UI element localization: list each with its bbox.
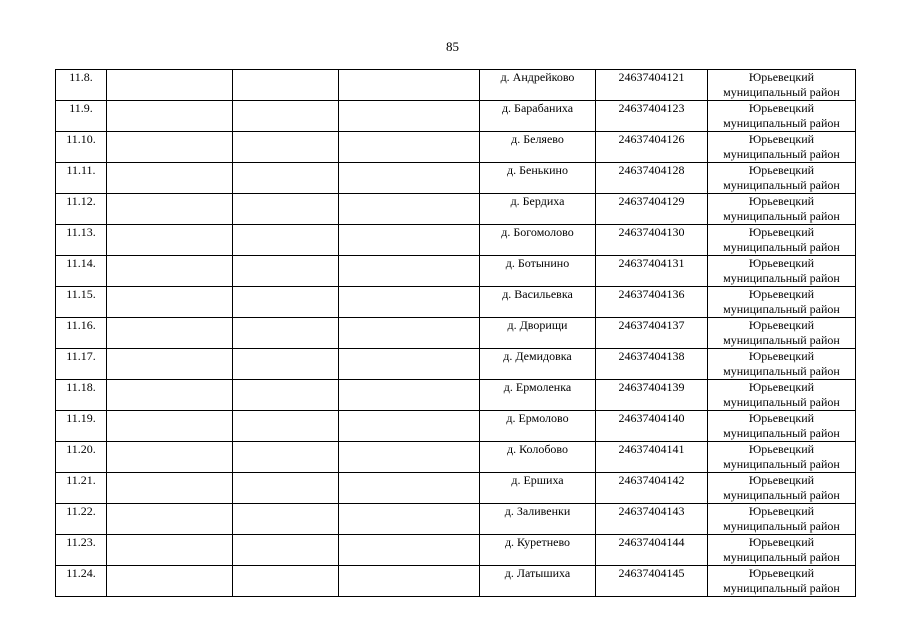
district-name: Юрьевецкий bbox=[748, 349, 815, 363]
district-cell bbox=[708, 287, 856, 318]
table-row bbox=[56, 380, 856, 411]
empty-cell bbox=[107, 566, 233, 597]
empty-cell bbox=[107, 256, 233, 287]
row-number: 11.15. bbox=[56, 287, 107, 318]
row-number: 11.12. bbox=[56, 194, 107, 225]
settlement-name: д. Куретнево bbox=[480, 535, 596, 566]
row-number: 11.17. bbox=[56, 349, 107, 380]
empty-cell bbox=[107, 411, 233, 442]
oktmo-code: 24637404142 bbox=[596, 473, 708, 504]
district-name: Юрьевецкий bbox=[748, 442, 815, 456]
district-name: Юрьевецкий bbox=[748, 194, 815, 208]
empty-cell bbox=[107, 225, 233, 256]
table-row bbox=[56, 473, 856, 504]
district-name: Юрьевецкий bbox=[748, 504, 815, 518]
settlement-name: д. Латышиха bbox=[480, 566, 596, 597]
district-name: Юрьевецкий bbox=[748, 287, 815, 301]
empty-cell bbox=[233, 504, 339, 535]
empty-cell bbox=[233, 535, 339, 566]
district-type: муниципальный район bbox=[723, 457, 840, 471]
district-name: Юрьевецкий bbox=[748, 163, 815, 177]
oktmo-code: 24637404138 bbox=[596, 349, 708, 380]
table-row bbox=[56, 163, 856, 194]
table-body bbox=[56, 70, 856, 597]
oktmo-code: 24637404141 bbox=[596, 442, 708, 473]
district-name: Юрьевецкий bbox=[748, 566, 815, 580]
empty-cell bbox=[107, 194, 233, 225]
district-name: Юрьевецкий bbox=[748, 101, 815, 115]
row-number: 11.23. bbox=[56, 535, 107, 566]
district-name: Юрьевецкий bbox=[748, 70, 815, 84]
empty-cell bbox=[339, 504, 480, 535]
district-name: Юрьевецкий bbox=[748, 318, 815, 332]
district-cell bbox=[708, 225, 856, 256]
district-cell bbox=[708, 256, 856, 287]
settlement-name: д. Дворищи bbox=[480, 318, 596, 349]
empty-cell bbox=[339, 349, 480, 380]
district-type: муниципальный район bbox=[723, 519, 840, 533]
district-cell bbox=[708, 318, 856, 349]
table-row bbox=[56, 101, 856, 132]
empty-cell bbox=[233, 473, 339, 504]
district-type: муниципальный район bbox=[723, 364, 840, 378]
row-number: 11.14. bbox=[56, 256, 107, 287]
oktmo-code: 24637404140 bbox=[596, 411, 708, 442]
settlement-name: д. Ермоленка bbox=[480, 380, 596, 411]
table-row bbox=[56, 318, 856, 349]
district-type: муниципальный район bbox=[723, 395, 840, 409]
district-cell bbox=[708, 504, 856, 535]
district-cell bbox=[708, 566, 856, 597]
empty-cell bbox=[233, 380, 339, 411]
district-type: муниципальный район bbox=[723, 147, 840, 161]
district-type: муниципальный район bbox=[723, 550, 840, 564]
oktmo-code: 24637404143 bbox=[596, 504, 708, 535]
oktmo-code: 24637404131 bbox=[596, 256, 708, 287]
oktmo-code: 24637404145 bbox=[596, 566, 708, 597]
oktmo-code: 24637404130 bbox=[596, 225, 708, 256]
empty-cell bbox=[339, 163, 480, 194]
settlement-name: д. Ермолово bbox=[480, 411, 596, 442]
empty-cell bbox=[233, 349, 339, 380]
oktmo-code: 24637404144 bbox=[596, 535, 708, 566]
empty-cell bbox=[339, 535, 480, 566]
settlement-register-table bbox=[55, 69, 856, 597]
district-type: муниципальный район bbox=[723, 116, 840, 130]
district-cell bbox=[708, 349, 856, 380]
row-number: 11.22. bbox=[56, 504, 107, 535]
empty-cell bbox=[339, 318, 480, 349]
row-number: 11.18. bbox=[56, 380, 107, 411]
table-row bbox=[56, 504, 856, 535]
settlement-name: д. Богомолово bbox=[480, 225, 596, 256]
empty-cell bbox=[233, 442, 339, 473]
settlement-name: д. Заливенки bbox=[480, 504, 596, 535]
empty-cell bbox=[233, 411, 339, 442]
table-row bbox=[56, 411, 856, 442]
district-cell bbox=[708, 101, 856, 132]
empty-cell bbox=[107, 442, 233, 473]
table-row bbox=[56, 132, 856, 163]
settlement-name: д. Барабаниха bbox=[480, 101, 596, 132]
oktmo-code: 24637404129 bbox=[596, 194, 708, 225]
empty-cell bbox=[107, 163, 233, 194]
row-number: 11.21. bbox=[56, 473, 107, 504]
table-row bbox=[56, 287, 856, 318]
page-number: 85 bbox=[446, 39, 459, 54]
table-row bbox=[56, 70, 856, 101]
settlement-name: д. Васильевка bbox=[480, 287, 596, 318]
settlement-name: д. Ершиха bbox=[480, 473, 596, 504]
district-name: Юрьевецкий bbox=[748, 473, 815, 487]
row-number: 11.16. bbox=[56, 318, 107, 349]
empty-cell bbox=[233, 318, 339, 349]
empty-cell bbox=[233, 256, 339, 287]
district-cell bbox=[708, 411, 856, 442]
empty-cell bbox=[233, 132, 339, 163]
table-row bbox=[56, 535, 856, 566]
row-number: 11.11. bbox=[56, 163, 107, 194]
row-number: 11.20. bbox=[56, 442, 107, 473]
district-type: муниципальный район bbox=[723, 488, 840, 502]
oktmo-code: 24637404126 bbox=[596, 132, 708, 163]
oktmo-code: 24637404137 bbox=[596, 318, 708, 349]
empty-cell bbox=[107, 101, 233, 132]
district-type: муниципальный район bbox=[723, 271, 840, 285]
empty-cell bbox=[107, 132, 233, 163]
empty-cell bbox=[339, 287, 480, 318]
empty-cell bbox=[339, 380, 480, 411]
empty-cell bbox=[107, 70, 233, 101]
district-cell bbox=[708, 70, 856, 101]
row-number: 11.10. bbox=[56, 132, 107, 163]
district-cell bbox=[708, 535, 856, 566]
empty-cell bbox=[107, 349, 233, 380]
settlement-name: д. Бердиха bbox=[480, 194, 596, 225]
table-row bbox=[56, 225, 856, 256]
row-number: 11.24. bbox=[56, 566, 107, 597]
district-cell bbox=[708, 163, 856, 194]
district-name: Юрьевецкий bbox=[748, 132, 815, 146]
empty-cell bbox=[339, 132, 480, 163]
table-row bbox=[56, 349, 856, 380]
district-name: Юрьевецкий bbox=[748, 225, 815, 239]
district-cell bbox=[708, 442, 856, 473]
settlement-name: д. Андрейково bbox=[480, 70, 596, 101]
empty-cell bbox=[107, 504, 233, 535]
row-number: 11.19. bbox=[56, 411, 107, 442]
settlement-name: д. Демидовка bbox=[480, 349, 596, 380]
oktmo-code: 24637404136 bbox=[596, 287, 708, 318]
district-cell bbox=[708, 473, 856, 504]
empty-cell bbox=[233, 566, 339, 597]
empty-cell bbox=[339, 566, 480, 597]
settlement-name: д. Беляево bbox=[480, 132, 596, 163]
district-type: муниципальный район bbox=[723, 85, 840, 99]
empty-cell bbox=[339, 194, 480, 225]
oktmo-code: 24637404121 bbox=[596, 70, 708, 101]
row-number: 11.13. bbox=[56, 225, 107, 256]
table-row bbox=[56, 566, 856, 597]
empty-cell bbox=[233, 194, 339, 225]
empty-cell bbox=[339, 473, 480, 504]
empty-cell bbox=[339, 411, 480, 442]
empty-cell bbox=[233, 287, 339, 318]
district-type: муниципальный район bbox=[723, 209, 840, 223]
empty-cell bbox=[107, 473, 233, 504]
empty-cell bbox=[339, 70, 480, 101]
settlement-name: д. Ботынино bbox=[480, 256, 596, 287]
oktmo-code: 24637404128 bbox=[596, 163, 708, 194]
district-type: муниципальный район bbox=[723, 302, 840, 316]
table-row bbox=[56, 256, 856, 287]
empty-cell bbox=[339, 225, 480, 256]
district-type: муниципальный район bbox=[723, 240, 840, 254]
settlement-name: д. Бенькино bbox=[480, 163, 596, 194]
table-row bbox=[56, 442, 856, 473]
district-cell bbox=[708, 132, 856, 163]
district-name: Юрьевецкий bbox=[748, 411, 815, 425]
district-name: Юрьевецкий bbox=[748, 535, 815, 549]
table-row bbox=[56, 194, 856, 225]
empty-cell bbox=[233, 163, 339, 194]
empty-cell bbox=[233, 225, 339, 256]
empty-cell bbox=[339, 101, 480, 132]
district-type: муниципальный район bbox=[723, 581, 840, 595]
empty-cell bbox=[107, 380, 233, 411]
empty-cell bbox=[107, 318, 233, 349]
empty-cell bbox=[233, 101, 339, 132]
oktmo-code: 24637404123 bbox=[596, 101, 708, 132]
district-type: муниципальный район bbox=[723, 333, 840, 347]
district-type: муниципальный район bbox=[723, 426, 840, 440]
row-number: 11.9. bbox=[56, 101, 107, 132]
oktmo-code: 24637404139 bbox=[596, 380, 708, 411]
district-cell bbox=[708, 194, 856, 225]
district-name: Юрьевецкий bbox=[748, 380, 815, 394]
district-type: муниципальный район bbox=[723, 178, 840, 192]
empty-cell bbox=[107, 535, 233, 566]
district-cell bbox=[708, 380, 856, 411]
district-name: Юрьевецкий bbox=[748, 256, 815, 270]
empty-cell bbox=[233, 70, 339, 101]
empty-cell bbox=[107, 287, 233, 318]
settlement-name: д. Колобово bbox=[480, 442, 596, 473]
empty-cell bbox=[339, 442, 480, 473]
row-number: 11.8. bbox=[56, 70, 107, 101]
empty-cell bbox=[339, 256, 480, 287]
